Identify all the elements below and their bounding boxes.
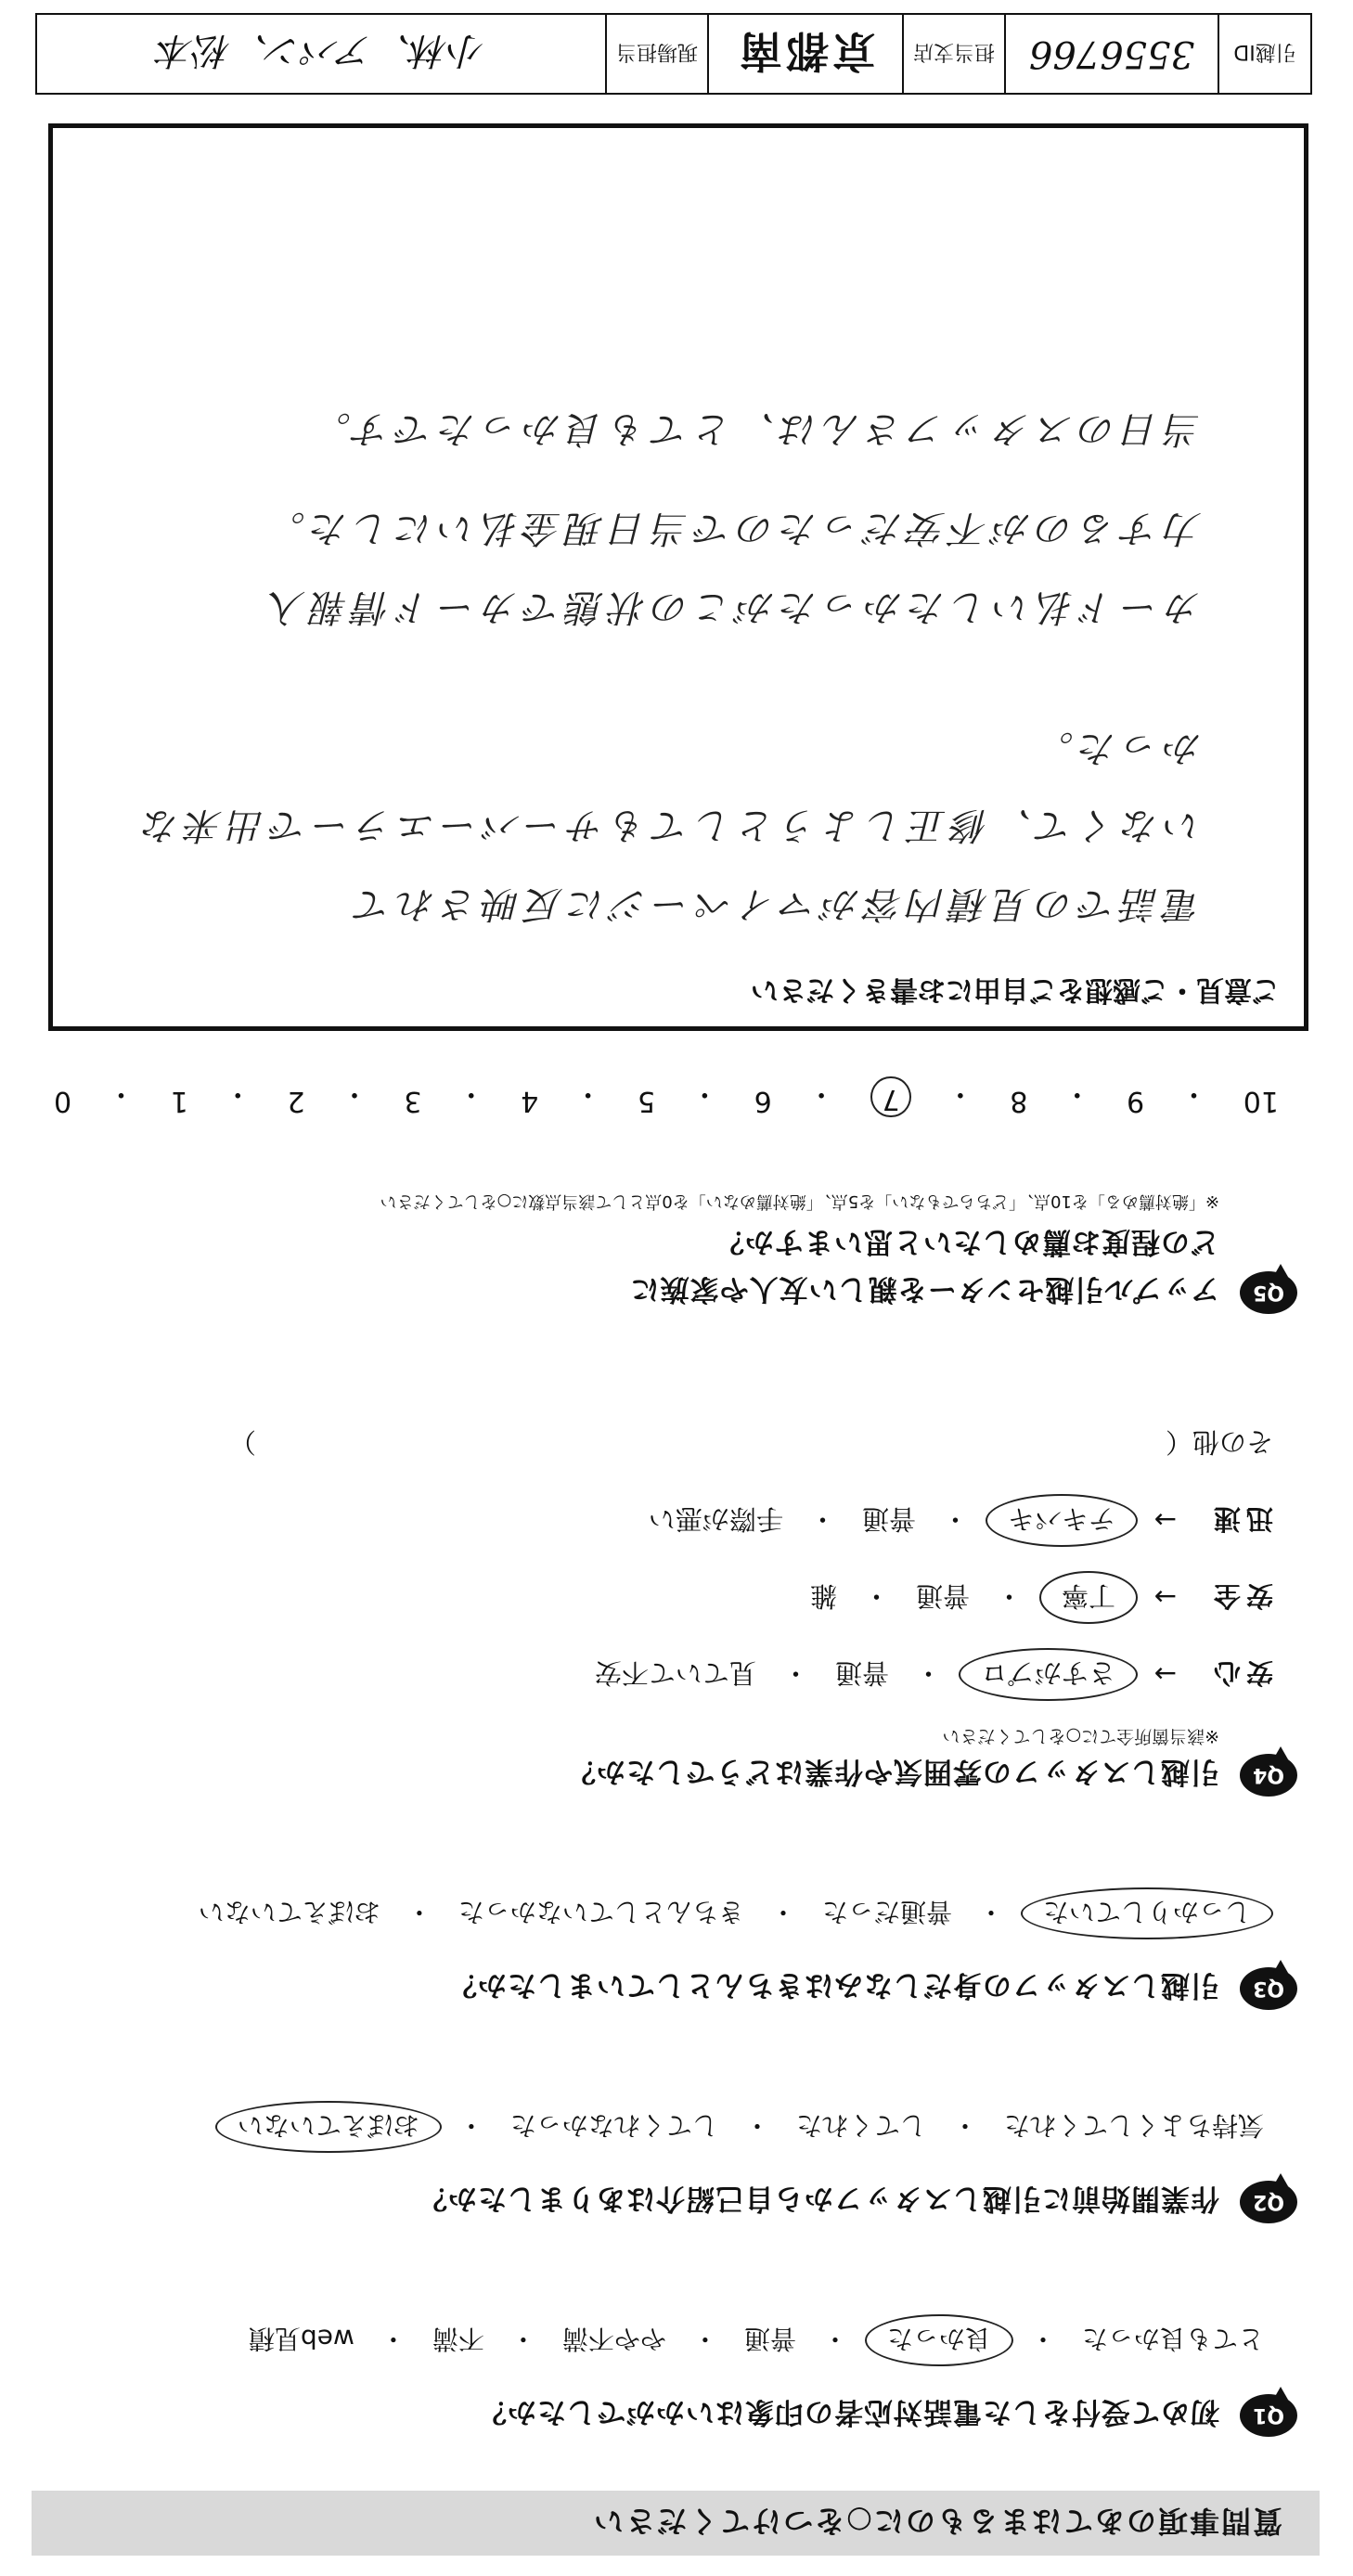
q1-option[interactable]: やや不満 [561,2324,666,2354]
q3-option-selected[interactable]: しっかりしていた [1021,1887,1273,1939]
q2-text: 作業開始前に引越しスタッフから自己紹介はありましたか？ [418,2182,1219,2216]
q2-badge: Q2 [1240,2181,1297,2223]
q4-option-selected[interactable]: 丁寧 [1039,1571,1138,1624]
handwritten-line: カード払いしたかったがこの状態でカード情報入 [263,586,1202,628]
q1-text: 初めて受付をした電話対応者の印象はいかがでしたか？ [477,2395,1219,2429]
q3-option[interactable]: 普通だった [821,1897,952,1927]
q2-option[interactable]: してくれなかった [509,2110,718,2141]
q3-badge: Q3 [1240,1967,1297,2010]
handwritten-line: 当日のスタッフさんは、とても良かったです。 [308,407,1202,450]
q3-options: しっかりしていた ・ 普通だった ・ きちんとしていなかった ・ おぼえていない [35,1887,1273,1939]
question-3 [35,1887,1297,2010]
scale-value[interactable]: 1 [170,1085,188,1117]
question-2 [35,2101,1297,2223]
q2-option[interactable]: 気持ちよくしてくれた [1003,2110,1264,2141]
q5-text-line1: アップル引越センターを親しい友人や家族に [629,1272,1219,1307]
q4-row-anzen: 安全 → 丁寧 ・ 普通 ・ 雑 [35,1571,1273,1624]
q1-option[interactable]: 不満 [432,2324,484,2354]
q2-option-selected[interactable]: おぼえていない [215,2101,442,2153]
q4-option[interactable]: 手際が悪い [648,1503,783,1535]
q2-options: 気持ちよくしてくれた ・ してくれた ・ してくれなかった ・ おぼえていない [35,2101,1273,2153]
staff-label: 現場担当 [605,15,707,93]
q4-row-label: 迅速 [1207,1503,1273,1535]
q4-badge: Q4 [1240,1754,1297,1797]
handwritten-line: 力するのが不安だったので当日現金払いにした。 [263,507,1202,549]
q1-option-selected[interactable]: 良かった [865,2314,1013,2366]
q3-option[interactable]: おぼえていない [198,1897,380,1927]
q5-note: ※「絶対薦める」を10点、「どちらでもない」を5点、「絶対薦めない」を0点として該当点数に○をしてください [380,1191,1219,1211]
arrow-icon: → [1153,1658,1178,1691]
q5-badge: Q5 [1240,1271,1297,1314]
q4-option[interactable]: 普通 [834,1657,889,1689]
q1-option[interactable]: web見積 [248,2324,354,2354]
id-label: 引越ID [1218,15,1310,93]
question-4 [35,1424,1297,1797]
scale-value[interactable]: 8 [1010,1085,1028,1117]
q4-row-label: 安全 [1207,1580,1273,1612]
arrow-icon: → [1153,1504,1178,1537]
scale-value[interactable]: 5 [637,1085,655,1117]
comment-title: ご意見・ご感想をご自由にお書きください [751,973,1280,1006]
scale-value[interactable]: 9 [1127,1085,1145,1117]
scale-value[interactable]: 10 [1243,1085,1279,1117]
scale-value[interactable]: 0 [54,1085,72,1117]
admin-strip [35,13,1312,95]
handwritten-line: いなくて、修正しようとしてもサーバーエラーで出来な [136,804,1202,846]
q4-other-label: その他（ [1165,1426,1273,1458]
recommend-scale: 10 ・ 9 ・ 8 ・ 7 ・ 6 ・ 5 ・ 4 ・ 3 ・ 2 ・ 1 ・ 0 [54,1077,1279,1117]
q4-row-label: 安心 [1207,1657,1273,1689]
scale-value-selected[interactable]: 7 [870,1076,910,1117]
q4-other-close: ） [228,1426,256,1458]
q4-option-selected[interactable]: テキパキ [986,1494,1138,1547]
scale-value[interactable]: 6 [754,1085,772,1117]
scale-value[interactable]: 4 [521,1085,539,1117]
staff-value: 小林、アパン、松本 [157,29,485,72]
id-value: 3556766 [1004,15,1218,93]
q4-option-selected[interactable]: さすがプロ [959,1648,1138,1701]
q2-option[interactable]: してくれた [795,2110,926,2141]
q1-options: とても良かった ・ 良かった ・ 普通 ・ やや不満 ・ 不満 ・ web見積 [35,2314,1273,2366]
q4-other [35,1424,1273,1462]
q5-text-line2: どの程度お薦めしたいと思いますか？ [715,1225,1219,1258]
q3-option[interactable]: きちんとしていなかった [457,1897,744,1927]
q1-option[interactable]: とても良かった [1081,2324,1264,2354]
comment-box[interactable] [48,123,1308,1031]
scale-value[interactable]: 3 [404,1085,422,1117]
q3-text: 引越しスタッフの身だしなみはきちんとしていましたか？ [447,1968,1219,2003]
q1-option[interactable]: 普通 [743,2324,796,2354]
instruction-band [32,2491,1320,2556]
q4-note: ※該当箇所全てに○をしてください [942,1726,1219,1746]
scale-value[interactable]: 2 [287,1085,305,1117]
q4-row-anshin: 安心 → さすがプロ ・ 普通 ・ 見ていて不安 [35,1648,1273,1701]
branch-label: 担当支店 [902,15,1004,93]
instruction-text: 質問事項のあてはまるものに○をつけてください [592,2504,1282,2539]
q4-text: 引越しスタッフの雰囲気や作業はどうでしたか？ [566,1755,1219,1789]
branch-value: 京都南 [707,15,902,93]
q4-option[interactable]: 雑 [809,1580,837,1612]
q4-option[interactable]: 普通 [915,1580,970,1612]
handwritten-line: かった。 [1031,727,1202,769]
q4-option[interactable]: 見ていて不安 [594,1657,756,1689]
q4-row-jinsoku: 迅速 → テキパキ ・ 普通 ・ 手際が悪い [35,1494,1273,1547]
question-5 [35,1191,1297,1314]
arrow-icon: → [1153,1581,1178,1614]
question-1 [35,2314,1297,2437]
q1-badge: Q1 [1240,2394,1297,2437]
handwritten-line: 電話での見積内容がマイページに反映されて [349,882,1202,925]
q4-option[interactable]: 普通 [861,1503,916,1535]
